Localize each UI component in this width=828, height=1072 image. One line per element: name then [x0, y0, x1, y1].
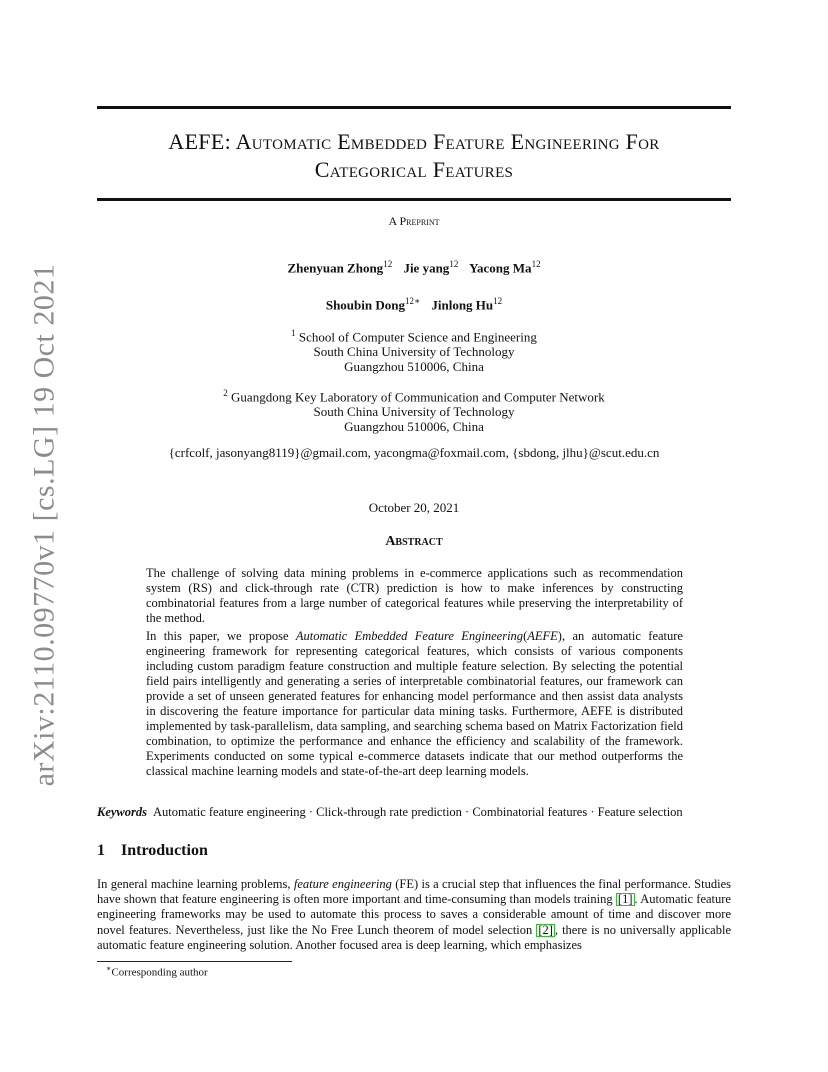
citation-link[interactable]: [1] [617, 892, 633, 907]
footnote [106, 964, 208, 979]
author-name: Jie yang [403, 260, 450, 276]
author-affil-mark: 12∗ [404, 296, 421, 306]
section-number: 1 [97, 842, 105, 859]
affiliation-line: South China University of Technology [313, 404, 515, 420]
affiliation-1 [97, 326, 731, 374]
section-heading [97, 842, 208, 860]
keywords-label: Keywords [97, 805, 147, 819]
abstract-heading: Abstract [385, 534, 443, 549]
title-line-1: AEFE: Automatic Embedded Feature Engineering For [168, 129, 660, 154]
author-name: Shoubin Dong [325, 297, 405, 313]
preprint-label: A Preprint [388, 214, 440, 228]
abstract-paragraph-2: In this paper, we propose Automatic Embedded Feature Engineering(AEFE), an automatic feature engineering framework for representing categorical features, which consists of various components including custom paradigm feature construction and multiple feature selection. By selecting the potential field pairs intelligently and generating a series of interpretable combinatorial features, our framework can provide a set of unseen generated features for enhancing model performance and then assist data analysts in discovering the feature importance for particular data mining tasks. Furthermore, AEFE is distributed implemented by task-parallelism, data sampling, and searching schema based on Matrix Factorization field combination, to optimize the performance and enhance the efficiency and scalability of the framework. Experiments conducted on some typical e-commerce datasets indicate that our method outperforms the classical machine learning models and state-of-the-art deep learning models. [146, 629, 683, 778]
paper-date: October 20, 2021 [368, 500, 460, 515]
footnote-mark: ∗ [106, 964, 112, 973]
author-affil-mark: 12 [383, 259, 393, 269]
introduction-paragraph: In general machine learning problems, feature engineering (FE) is a crucial step that influences the final performance. Studies have shown that feature engineering is often more important and time-consuming than models training [1] . Automatic feature engineering frameworks may be used to automate this process to saves a considerable amount of time and discover more novel features. Nevertheless, just like the No Free Lunch theorem of model selection [2] , there is no universally applicable automatic feature engineering solution. Another focused area is deep learning, which emphasizes [97, 877, 732, 952]
author-row-2 [97, 296, 731, 313]
footnote-text: Corresponding author [111, 966, 208, 979]
title-line-2: Categorical Features [314, 157, 514, 182]
affiliation-mark: 2 [223, 388, 228, 398]
arxiv-id-text: arXiv:2110.09770v1 [cs.LG] 19 Oct 2021 [27, 263, 60, 787]
abstract-paragraph-1: The challenge of solving data mining problems in e-commerce applications such as recommendation system (RS) and click-through rate (CTR) prediction is how to make inferences by constructing combinatorial features from a large number of categorical features while preserving the interpretability of the method. [146, 566, 683, 625]
emphasized-term: feature engineering [293, 877, 392, 891]
section-title: Introduction [121, 842, 208, 859]
title-bottom-rule [97, 198, 731, 201]
affiliation-line: School of Computer Science and Engineering [298, 329, 537, 345]
footnote-rule [97, 961, 292, 962]
emphasized-term: Automatic Embedded Feature Engineering [295, 629, 524, 643]
author-name: Jinlong Hu [431, 297, 494, 313]
author-row-1 [97, 259, 731, 276]
keywords-line [97, 805, 731, 820]
affiliation-2 [97, 386, 731, 434]
title-top-rule [97, 106, 731, 109]
author-emails: {crfcolf, jasonyang8119}@gmail.com, yacongma@foxmail.com, {sbdong, jlhu}@scut.edu.cn [168, 445, 660, 460]
author-affil-mark: 12 [449, 259, 459, 269]
emphasized-term: AEFE [527, 629, 558, 643]
arxiv-side-identifier [20, 263, 68, 787]
affiliation-mark: 1 [291, 328, 296, 338]
author-affil-mark: 12 [531, 259, 541, 269]
affiliation-line: South China University of Technology [313, 344, 515, 360]
affiliation-line: Guangzhou 510006, China [344, 419, 484, 435]
citation-link[interactable]: [2] [538, 922, 553, 937]
paper-title [97, 128, 731, 184]
abstract-body [146, 566, 683, 782]
author-affil-mark: 12 [493, 296, 503, 306]
author-name: Yacong Ma [469, 260, 532, 276]
author-name: Zhenyuan Zhong [287, 260, 384, 276]
keywords-text: Automatic feature engineering · Click-through rate prediction · Combinatorial features · Feature selection [153, 805, 683, 819]
affiliation-line: Guangdong Key Laboratory of Communication and Computer Network [231, 389, 605, 405]
introduction-body [97, 877, 731, 953]
affiliation-line: Guangzhou 510006, China [344, 359, 484, 375]
